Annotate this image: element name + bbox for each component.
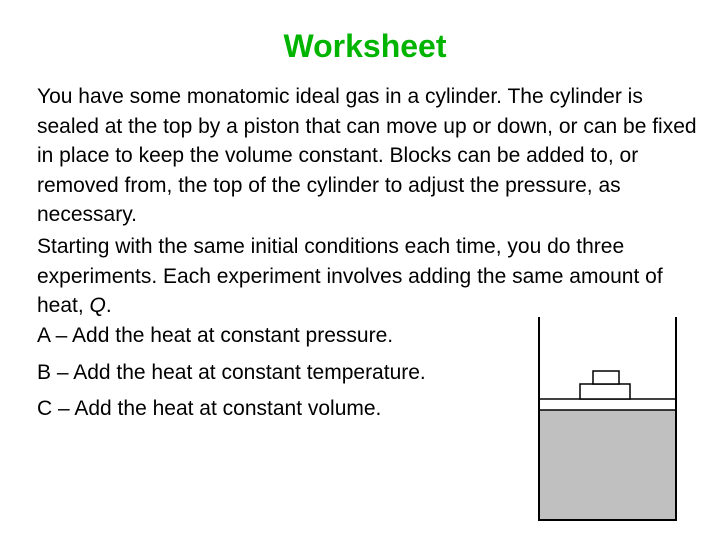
heat-variable: Q bbox=[89, 294, 106, 317]
experiment-c: C – Add the heat at constant volume. bbox=[37, 397, 382, 420]
gas-region bbox=[539, 410, 676, 520]
setup-end: . bbox=[105, 294, 112, 317]
cylinder-diagram bbox=[535, 315, 685, 525]
block-lower bbox=[580, 384, 630, 399]
setup-paragraph bbox=[37, 232, 707, 321]
block-upper bbox=[593, 371, 619, 384]
experiment-a: A – Add the heat at constant pressure. bbox=[37, 324, 394, 347]
page-title: Worksheet bbox=[283, 28, 447, 64]
piston bbox=[539, 399, 676, 410]
setup-text: Starting with the same initial conditions each time, you do three experiments. Each experiment involves adding the same amount of heat, bbox=[37, 235, 663, 317]
intro-paragraph: You have some monatomic ideal gas in a cylinder. The cylinder is sealed at the top by a piston that can move up or down, or can be fixed in place to keep the volume constant. Blocks can be added to, or removed from, the top of the cylinder to adjust the pressure, as necessary. bbox=[37, 85, 697, 226]
experiment-b: B – Add the heat at constant temperature. bbox=[37, 361, 426, 384]
